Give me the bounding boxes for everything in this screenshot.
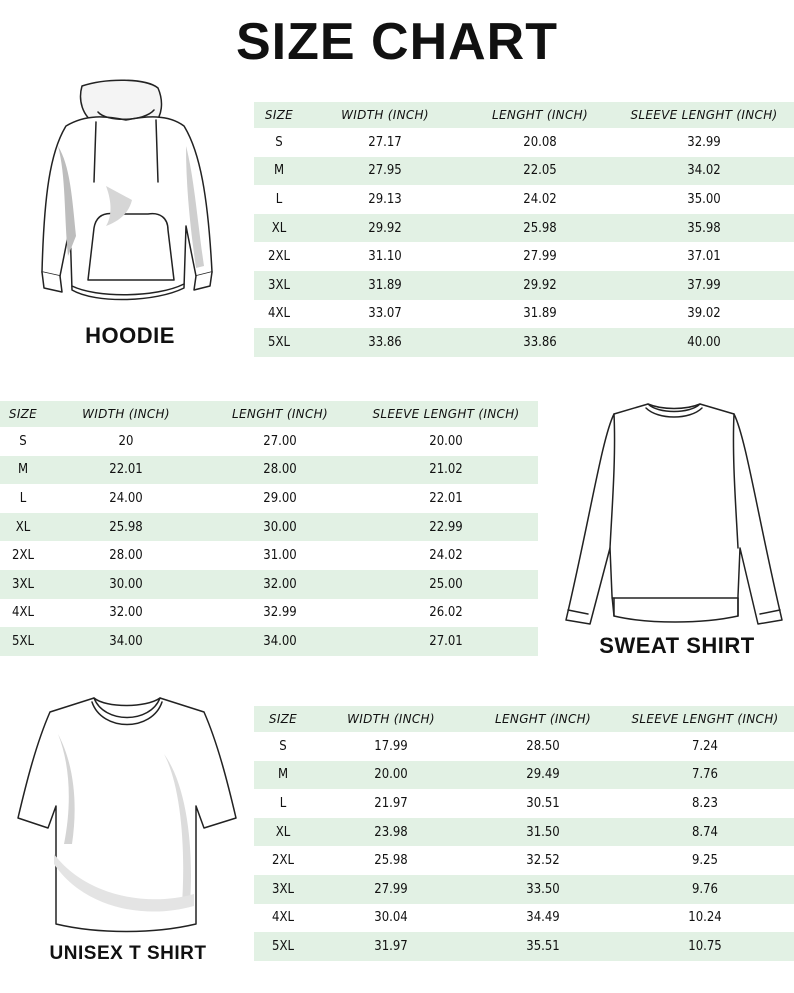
length-cell: 31.00 <box>263 548 297 564</box>
sleeve-cell: 35.98 <box>614 214 794 243</box>
sleeve-cell: 8.23 <box>691 795 719 811</box>
width-cell: 33.07 <box>368 306 402 322</box>
table-row <box>254 818 794 847</box>
size-cell: 4XL <box>12 605 34 621</box>
table-row <box>254 761 794 790</box>
sleeve-cell: 21.02 <box>354 456 538 485</box>
size-cell: 5XL <box>0 627 46 656</box>
tshirt-icon <box>14 694 240 934</box>
length-cell: 27.00 <box>263 433 297 449</box>
table-row <box>254 271 794 300</box>
column-header: LENGHT (INCH) <box>206 401 354 427</box>
size-cell: 4XL <box>272 910 294 926</box>
width-cell: 31.10 <box>368 249 402 265</box>
column-header: LENGHT (INCH) <box>466 102 614 128</box>
length-cell: 24.02 <box>523 191 557 207</box>
column-header: WIDTH (INCH) <box>46 401 206 427</box>
table-row <box>254 328 794 357</box>
width-cell: 30.00 <box>46 570 206 599</box>
sleeve-cell: 37.01 <box>687 249 721 265</box>
sleeve-cell: 37.99 <box>614 271 794 300</box>
table-row <box>254 242 794 271</box>
sleeve-cell: 22.01 <box>429 490 463 506</box>
width-cell: 24.00 <box>109 490 143 506</box>
table-row <box>0 513 538 542</box>
table-row <box>0 570 538 599</box>
length-cell: 22.05 <box>466 157 614 186</box>
size-cell: 2XL <box>272 853 294 869</box>
page-title: SIZE CHART <box>236 13 558 71</box>
tshirt-label: UNISEX T SHIRT <box>49 943 207 964</box>
column-header: SIZE <box>254 706 312 732</box>
size-cell: 5XL <box>254 328 304 357</box>
column-header: WIDTH (INCH) <box>312 706 470 732</box>
size-cell: 3XL <box>254 875 312 904</box>
table-row <box>0 456 538 485</box>
width-cell: 33.86 <box>304 328 466 357</box>
width-cell: 34.00 <box>46 627 206 656</box>
length-cell: 30.00 <box>206 513 354 542</box>
column-header: SIZE <box>254 102 304 128</box>
hoodie-size-table <box>254 102 794 357</box>
column-header: LENGHT (INCH) <box>470 706 616 732</box>
length-cell: 30.51 <box>526 795 560 811</box>
size-cell: L <box>19 490 27 506</box>
sleeve-cell: 10.24 <box>688 910 722 926</box>
width-cell: 21.97 <box>374 795 408 811</box>
size-cell: 3XL <box>0 570 46 599</box>
column-header: WIDTH (INCH) <box>304 102 466 128</box>
length-cell: 28.00 <box>206 456 354 485</box>
length-cell: 29.00 <box>263 490 297 506</box>
table-row <box>254 846 794 875</box>
length-cell: 34.49 <box>526 910 560 926</box>
length-cell: 31.50 <box>470 818 616 847</box>
size-cell: L <box>275 191 283 207</box>
sleeve-cell: 9.76 <box>616 875 794 904</box>
width-cell: 31.89 <box>304 271 466 300</box>
sweatshirt-size-table <box>0 401 538 656</box>
size-cell: M <box>254 157 304 186</box>
sleeve-cell: 34.02 <box>614 157 794 186</box>
size-cell: XL <box>254 214 304 243</box>
width-cell: 27.95 <box>304 157 466 186</box>
column-header: SLEEVE LENGHT (INCH) <box>614 102 794 128</box>
length-cell: 20.08 <box>523 134 557 150</box>
table-row <box>254 214 794 243</box>
sleeve-cell: 20.00 <box>429 433 463 449</box>
size-cell: XL <box>0 513 46 542</box>
length-cell: 29.49 <box>470 761 616 790</box>
length-cell: 32.00 <box>206 570 354 599</box>
sweatshirt-label: SWEAT SHIRT <box>599 633 755 658</box>
sleeve-cell: 39.02 <box>687 306 721 322</box>
table-row <box>254 875 794 904</box>
table-row <box>0 484 538 513</box>
length-cell: 29.92 <box>466 271 614 300</box>
width-cell: 17.99 <box>374 738 408 754</box>
sleeve-cell: 24.02 <box>429 548 463 564</box>
size-cell: 5XL <box>254 932 312 961</box>
width-cell: 31.97 <box>312 932 470 961</box>
width-cell: 25.98 <box>374 853 408 869</box>
sleeve-cell: 26.02 <box>429 605 463 621</box>
sleeve-cell: 7.24 <box>691 738 719 754</box>
size-cell: XL <box>254 818 312 847</box>
table-row <box>0 427 538 456</box>
column-header: SIZE <box>0 401 46 427</box>
size-cell: L <box>279 795 287 811</box>
sleeve-cell: 40.00 <box>614 328 794 357</box>
column-header: SLEEVE LENGHT (INCH) <box>616 706 794 732</box>
table-row <box>254 157 794 186</box>
sweatshirt-icon <box>562 398 786 634</box>
length-cell: 34.00 <box>206 627 354 656</box>
hoodie-icon <box>36 76 216 312</box>
size-cell: S <box>275 134 283 150</box>
tshirt-size-table <box>254 706 794 961</box>
table-row <box>0 599 538 628</box>
size-cell: M <box>0 456 46 485</box>
table-row <box>0 541 538 570</box>
table-row <box>254 789 794 818</box>
table-row <box>254 185 794 214</box>
length-cell: 32.52 <box>526 853 560 869</box>
table-row <box>254 300 794 329</box>
size-cell: S <box>279 738 287 754</box>
table-row <box>0 627 538 656</box>
length-cell: 27.99 <box>523 249 557 265</box>
sleeve-cell: 22.99 <box>354 513 538 542</box>
table-row <box>254 732 794 761</box>
table-row <box>254 904 794 933</box>
width-cell: 28.00 <box>109 548 143 564</box>
size-cell: 4XL <box>268 306 290 322</box>
length-cell: 33.86 <box>466 328 614 357</box>
length-cell: 28.50 <box>526 738 560 754</box>
sleeve-cell: 7.76 <box>616 761 794 790</box>
size-cell: M <box>254 761 312 790</box>
length-cell: 31.89 <box>523 306 557 322</box>
length-cell: 25.98 <box>466 214 614 243</box>
table-header-row <box>254 706 794 732</box>
sleeve-cell: 32.99 <box>687 134 721 150</box>
length-cell: 32.99 <box>263 605 297 621</box>
table-header-row <box>254 102 794 128</box>
width-cell: 25.98 <box>46 513 206 542</box>
table-row <box>254 128 794 157</box>
hoodie-label: HOODIE <box>85 323 175 348</box>
sleeve-cell: 10.75 <box>616 932 794 961</box>
table-header-row <box>0 401 538 427</box>
width-cell: 32.00 <box>109 605 143 621</box>
length-cell: 35.51 <box>470 932 616 961</box>
width-cell: 20.00 <box>312 761 470 790</box>
size-cell: 3XL <box>254 271 304 300</box>
width-cell: 27.17 <box>368 134 402 150</box>
size-cell: 2XL <box>12 548 34 564</box>
size-cell: 2XL <box>268 249 290 265</box>
sleeve-cell: 35.00 <box>687 191 721 207</box>
width-cell: 20 <box>118 433 134 449</box>
sleeve-cell: 8.74 <box>616 818 794 847</box>
sleeve-cell: 9.25 <box>691 853 719 869</box>
width-cell: 23.98 <box>312 818 470 847</box>
width-cell: 27.99 <box>312 875 470 904</box>
length-cell: 33.50 <box>470 875 616 904</box>
width-cell: 29.13 <box>368 191 402 207</box>
width-cell: 30.04 <box>374 910 408 926</box>
sleeve-cell: 25.00 <box>354 570 538 599</box>
width-cell: 22.01 <box>46 456 206 485</box>
sleeve-cell: 27.01 <box>354 627 538 656</box>
width-cell: 29.92 <box>304 214 466 243</box>
column-header: SLEEVE LENGHT (INCH) <box>354 401 538 427</box>
table-row <box>254 932 794 961</box>
size-cell: S <box>19 433 27 449</box>
